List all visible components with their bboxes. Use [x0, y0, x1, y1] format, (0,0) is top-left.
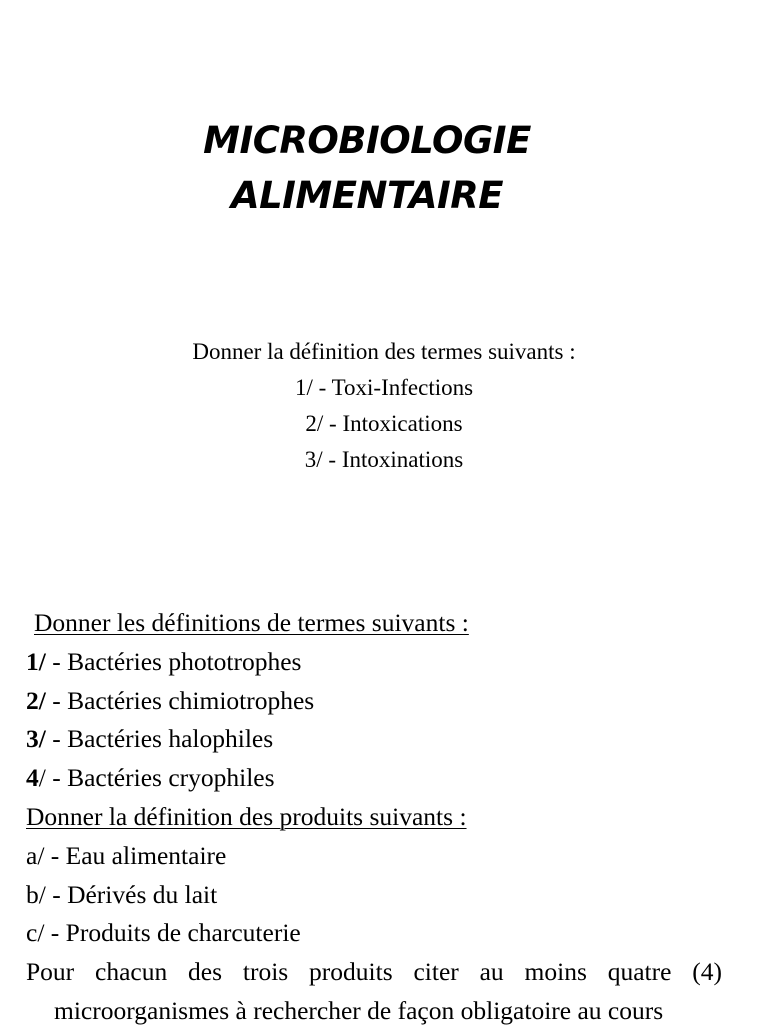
item-text: - Bactéries chimiotrophes: [45, 685, 315, 715]
bacteria-item: [26, 759, 722, 798]
microorganisms-question-line-2: microorganismes à rechercher de façon obligatoire au cours: [54, 995, 664, 1025]
question-definitions-block: [26, 604, 722, 1031]
definitions-heading: [26, 604, 722, 643]
term-item: 2/ - Intoxications: [305, 411, 463, 436]
item-number: 2/: [26, 685, 46, 715]
product-item: b/ - Dérivés du lait: [26, 879, 218, 909]
bacteria-item: [26, 720, 722, 759]
item-number: 1/: [26, 646, 46, 676]
question-terms-block: [0, 334, 768, 478]
item-number: 4: [26, 763, 39, 793]
title-line-1: MICROBIOLOGIE: [203, 119, 531, 162]
product-item: a/ - Eau alimentaire: [26, 840, 227, 870]
products-heading: [26, 798, 722, 837]
bacteria-item: [26, 643, 722, 682]
item-text: - Bactéries halophiles: [45, 724, 274, 754]
item-text: - Bactéries phototrophes: [45, 646, 302, 676]
question-heading: Donner la définition des termes suivants :: [192, 339, 576, 364]
document-title: [0, 113, 734, 223]
microorganisms-question-line-1: Pour chacun des trois produits citer au moins quatre (4): [26, 957, 722, 987]
product-item: c/ - Produits de charcuterie: [26, 918, 301, 948]
bacteria-item: [26, 682, 722, 721]
term-item: 3/ - Intoxinations: [304, 447, 464, 472]
term-item: 1/ - Toxi-Infections: [294, 375, 474, 400]
item-text: / - Bactéries cryophiles: [38, 763, 275, 793]
definitions-heading-text: Donner les définitions de termes suivants :: [34, 608, 469, 637]
title-line-2: ALIMENTAIRE: [230, 174, 504, 217]
item-number: 3/: [26, 724, 46, 754]
products-heading-text: Donner la définition des produits suivants :: [26, 801, 467, 831]
